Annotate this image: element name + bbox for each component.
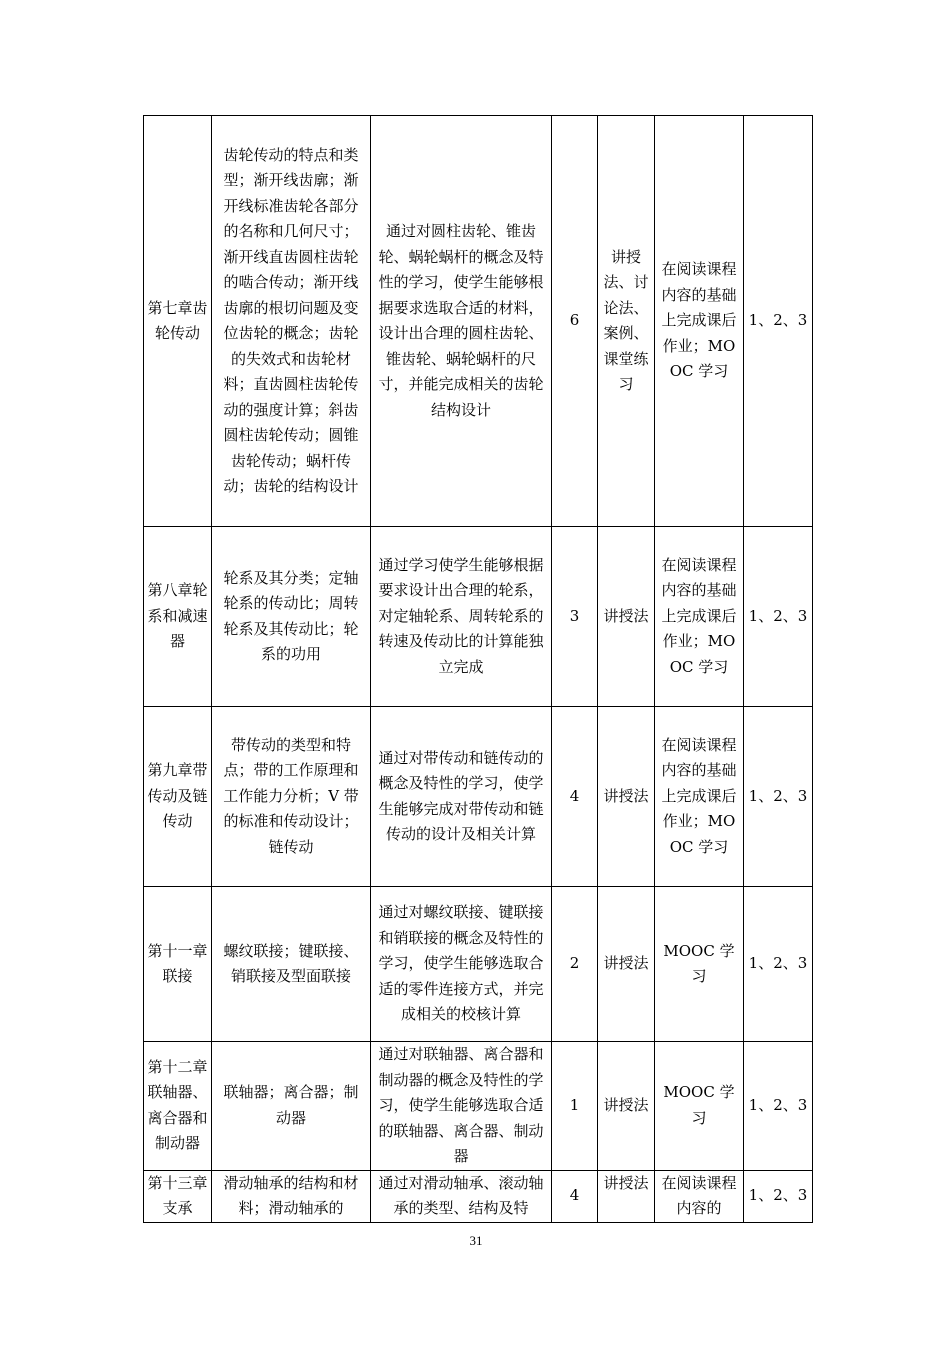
objective-cell: 通过对滑动轴承、滚动轴承的类型、结构及特 — [371, 1170, 552, 1222]
page-number: 31 — [469, 1233, 483, 1248]
chapter-cell: 第十二章联轴器、离合器和制动器 — [144, 1042, 212, 1171]
content-cell: 带传动的类型和特点；带的工作原理和工作能力分析；V 带的标准和传动设计；链传动 — [212, 707, 371, 887]
hours-cell: 1 — [552, 1042, 598, 1171]
objective-cell: 通过对圆柱齿轮、锥齿轮、蜗轮蜗杆的概念及特性的学习，使学生能够根据要求选取合适的材料，设计出合理的圆柱齿轮、锥齿轮、蜗轮蜗杆的尺寸，并能完成相关的齿轮结构设计 — [371, 116, 552, 527]
table-row — [144, 116, 813, 527]
refs-cell: 1、2、3 — [744, 1170, 813, 1222]
refs-cell: 1、2、3 — [744, 1042, 813, 1171]
hours-cell: 2 — [552, 887, 598, 1042]
method-cell: 讲授法 — [598, 707, 655, 887]
chapter-cell: 第九章带传动及链传动 — [144, 707, 212, 887]
table-row — [144, 527, 813, 707]
objective-cell: 通过学习使学生能够根据要求设计出合理的轮系，对定轴轮系、周转轮系的转速及传动比的计算能独立完成 — [371, 527, 552, 707]
chapter-cell: 第七章齿轮传动 — [144, 116, 212, 527]
table-row — [144, 1042, 813, 1171]
refs-cell: 1、2、3 — [744, 116, 813, 527]
study-cell: MOOC 学习 — [655, 887, 744, 1042]
refs-cell: 1、2、3 — [744, 887, 813, 1042]
study-cell: 在阅读课程内容的基础上完成课后作业；MOOC 学习 — [655, 527, 744, 707]
hours-cell: 4 — [552, 707, 598, 887]
study-cell: 在阅读课程内容的基础上完成课后作业；MOOC 学习 — [655, 707, 744, 887]
chapter-cell: 第十一章联接 — [144, 887, 212, 1042]
content-cell: 齿轮传动的特点和类型；渐开线齿廓；渐开线标准齿轮各部分的名称和几何尺寸；渐开线直齿圆柱齿轮的啮合传动；渐开线齿廓的根切问题及变位齿轮的概念；齿轮的失效式和齿轮材料；直齿圆柱齿轮传动的强度计算；斜齿圆柱齿轮传动；圆锥齿轮传动；蜗杆传动；齿轮的结构设计 — [212, 116, 371, 527]
refs-cell: 1、2、3 — [744, 707, 813, 887]
chapter-cell: 第八章轮系和减速器 — [144, 527, 212, 707]
table-row — [144, 707, 813, 887]
chapter-cell: 第十三章支承 — [144, 1170, 212, 1222]
study-cell: 在阅读课程内容的 — [655, 1170, 744, 1222]
course-schedule-table — [143, 115, 813, 1223]
refs-cell: 1、2、3 — [744, 527, 813, 707]
method-cell: 讲授法 — [598, 1170, 655, 1222]
method-cell: 讲授法、讨论法、案例、课堂练习 — [598, 116, 655, 527]
content-cell: 联轴器；离合器；制动器 — [212, 1042, 371, 1171]
hours-cell: 6 — [552, 116, 598, 527]
content-cell: 滑动轴承的结构和材料；滑动轴承的 — [212, 1170, 371, 1222]
study-cell: MOOC 学习 — [655, 1042, 744, 1171]
hours-cell: 4 — [552, 1170, 598, 1222]
table-row — [144, 887, 813, 1042]
study-cell: 在阅读课程内容的基础上完成课后作业；MOOC 学习 — [655, 116, 744, 527]
objective-cell: 通过对联轴器、离合器和制动器的概念及特性的学习，使学生能够选取合适的联轴器、离合器、制动器 — [371, 1042, 552, 1171]
objective-cell: 通过对带传动和链传动的概念及特性的学习，使学生能够完成对带传动和链传动的设计及相关计算 — [371, 707, 552, 887]
content-cell: 螺纹联接；键联接、销联接及型面联接 — [212, 887, 371, 1042]
table-row — [144, 1170, 813, 1222]
hours-cell: 3 — [552, 527, 598, 707]
method-cell: 讲授法 — [598, 527, 655, 707]
content-cell: 轮系及其分类；定轴轮系的传动比；周转轮系及其传动比；轮系的功用 — [212, 527, 371, 707]
objective-cell: 通过对螺纹联接、键联接和销联接的概念及特性的学习，使学生能够选取合适的零件连接方式，并完成相关的校核计算 — [371, 887, 552, 1042]
method-cell: 讲授法 — [598, 1042, 655, 1171]
method-cell: 讲授法 — [598, 887, 655, 1042]
